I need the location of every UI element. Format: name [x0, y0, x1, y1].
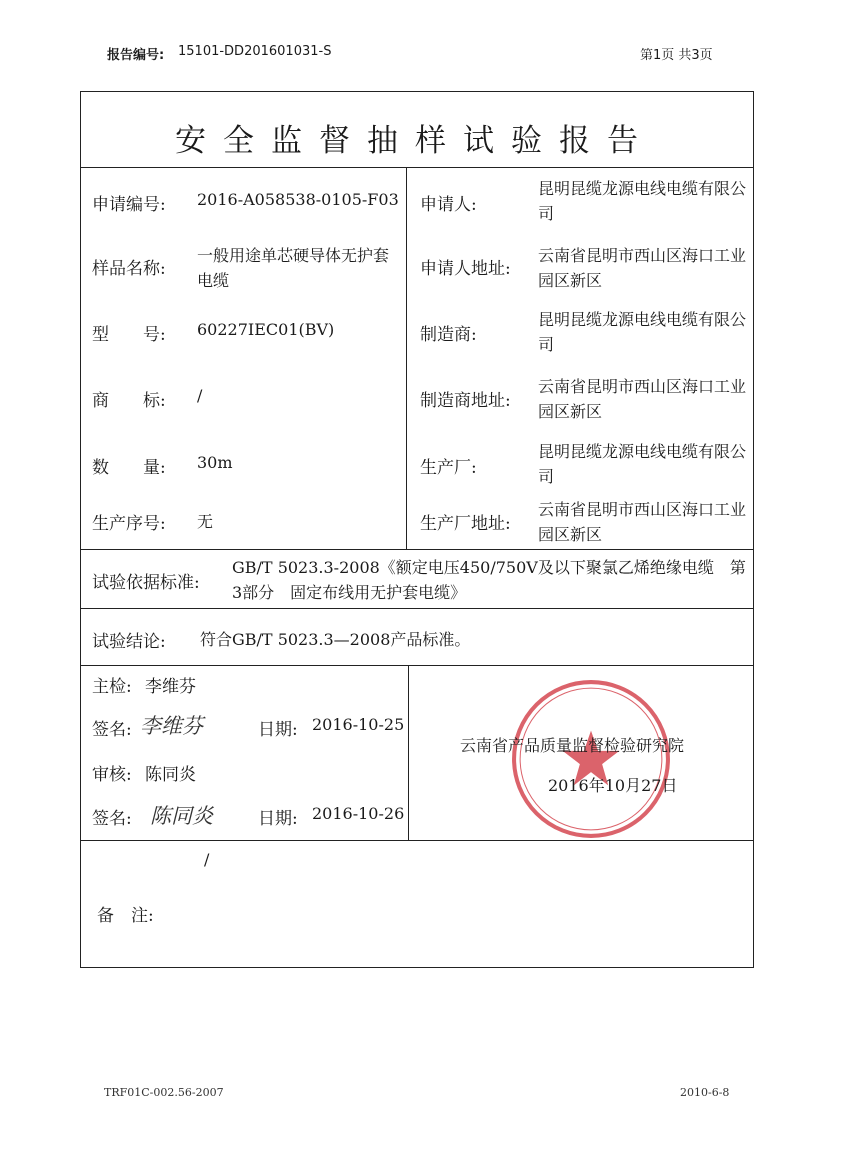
- standard-value: GB/T 5023.3-2008《额定电压450/750V及以下聚氯乙烯绝缘电缆 第3部分 固定布线用无护套电缆》: [232, 558, 746, 602]
- factory-label: 生产厂:: [420, 458, 477, 478]
- reviewer-name: 陈同炎: [145, 765, 196, 785]
- fields-divider: [80, 549, 754, 550]
- trademark-value: /: [197, 386, 203, 405]
- official-seal: [510, 678, 672, 840]
- trademark-label: 商 标:: [92, 391, 166, 411]
- factory-address-value: 云南省昆明市西山区海口工业园区新区: [538, 500, 747, 544]
- manufacturer-value: 昆明昆缆龙源电线电缆有限公司: [538, 310, 747, 354]
- inspector-date: 2016-10-25: [312, 715, 405, 734]
- standard-label: 试验依据标准:: [92, 573, 200, 593]
- inspector-signature: 李维芬: [140, 714, 203, 738]
- quantity-label: 数 量:: [92, 458, 166, 478]
- fields-column-divider: [406, 167, 407, 549]
- reviewer-date-label: 日期:: [258, 809, 298, 829]
- conclusion-label: 试验结论:: [92, 632, 166, 652]
- inspector-name: 李维芬: [145, 677, 196, 697]
- reviewer-sign-label: 签名:: [92, 809, 132, 829]
- inspector-date-label: 日期:: [258, 720, 298, 740]
- quantity-value: 30m: [197, 453, 233, 472]
- conclusion-value: 符合GB/T 5023.3—2008产品标准。: [200, 630, 471, 649]
- factory-address-label: 生产厂地址:: [420, 514, 511, 534]
- manufacturer-address-label: 制造商地址:: [420, 391, 511, 411]
- application-no-label: 申请编号:: [92, 195, 166, 215]
- model-label: 型 号:: [92, 325, 166, 345]
- application-no-value: 2016-A058538-0105-F03: [197, 190, 399, 209]
- page-info: 第1页 共3页: [640, 48, 713, 63]
- reviewer-date: 2016-10-26: [312, 804, 405, 823]
- remarks-slash: /: [204, 850, 210, 869]
- sample-name-label: 样品名称:: [92, 259, 166, 279]
- form-code: TRF01C-002.56-2007: [104, 1086, 224, 1099]
- applicant-value: 昆明昆缆龙源电线电缆有限公司: [538, 179, 747, 223]
- applicant-address-label: 申请人地址:: [420, 259, 511, 279]
- inspector-sign-label: 签名:: [92, 720, 132, 740]
- conclusion-divider: [80, 665, 754, 666]
- model-value: 60227IEC01(BV): [197, 320, 335, 339]
- serial-no-label: 生产序号:: [92, 514, 166, 534]
- reviewer-signature: 陈同炎: [150, 804, 213, 828]
- remarks-label: 备 注:: [97, 906, 154, 926]
- factory-value: 昆明昆缆龙源电线电缆有限公司: [538, 442, 747, 486]
- manufacturer-address-value: 云南省昆明市西山区海口工业园区新区: [538, 377, 747, 421]
- form-date: 2010-6-8: [680, 1086, 730, 1099]
- signature-column-divider: [408, 665, 409, 840]
- report-number-label: 报告编号:: [107, 48, 165, 63]
- serial-no-value: 无: [197, 512, 214, 531]
- standard-divider: [80, 608, 754, 609]
- sample-name-value: 一般用途单芯硬导体无护套电缆: [197, 246, 390, 290]
- inspector-label: 主检:: [92, 677, 132, 697]
- manufacturer-label: 制造商:: [420, 325, 477, 345]
- page-title: 安全监督抽样试验报告: [175, 123, 655, 159]
- institute-name: 云南省产品质量监督检验研究院: [460, 736, 685, 755]
- title-divider: [80, 167, 754, 168]
- signature-divider: [80, 840, 754, 841]
- institute-date: 2016年10月27日: [548, 776, 678, 795]
- applicant-address-value: 云南省昆明市西山区海口工业园区新区: [538, 246, 747, 290]
- applicant-label: 申请人:: [420, 195, 477, 215]
- reviewer-label: 审核:: [92, 765, 132, 785]
- report-number: 15101-DD201601031-S: [178, 44, 332, 59]
